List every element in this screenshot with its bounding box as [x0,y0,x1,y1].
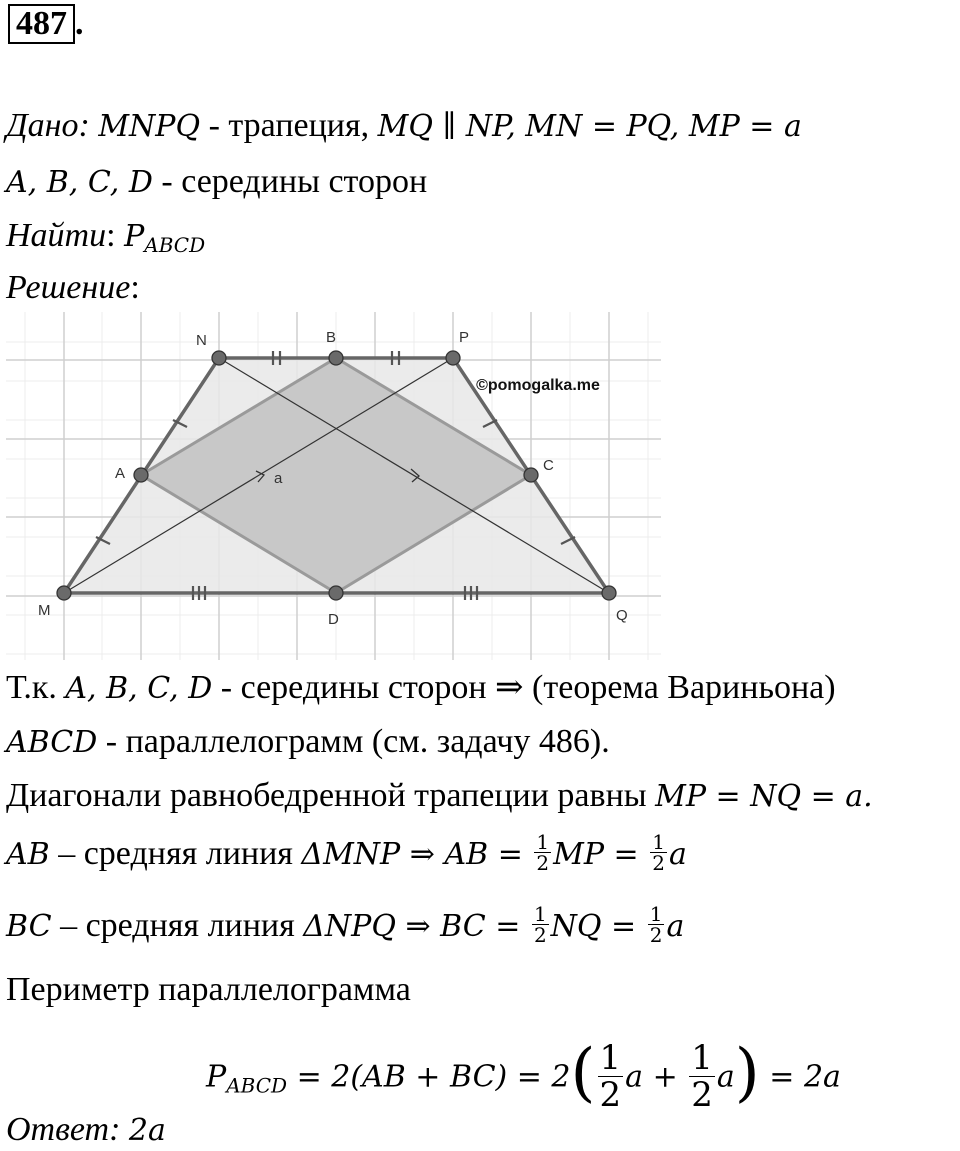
answer-label: Ответ: [6,1111,121,1148]
vertex-C [524,468,538,482]
problem-number [8,4,84,44]
trapezoid-figure [6,312,661,660]
fraction-one-half: $\frac{1}{2}$ [533,901,547,947]
problem-number-dot: . [75,5,84,42]
l4-tri: ΔMNP ⇒ AB = [301,837,533,872]
find-sub: ABCD [144,233,206,257]
vertex-Q [602,586,616,600]
vertex-M [57,586,71,600]
find-label: Найти [6,217,107,254]
l5-b: a [666,909,685,944]
perimeter-formula [206,1035,841,1115]
given-line-1 [6,106,802,147]
l5-math: BC [6,909,52,944]
l5-tri: ΔNPQ ⇒ BC = [303,909,530,944]
watermark: ©pomogalka.me [476,377,600,394]
l3-math: MP = NQ = a. [655,779,873,814]
answer-line [6,1110,166,1151]
find-P: P [124,219,145,254]
l5-mid: – средняя линия [51,907,304,944]
l2-math: ABCD [6,725,98,760]
l6-text: Периметр параллелограмма [6,971,411,1008]
l1-post: - середины сторон ⇒ (теорема Вариньона) [212,669,836,706]
find-colon: : [106,217,125,254]
solution-line-2 [6,722,610,763]
problem-number-box: 487 [8,4,75,44]
fraction-one-half: $\frac{1}{2}$ [652,829,665,875]
l4-mid: – средняя линия [49,835,302,872]
label-A: A [115,465,126,482]
fraction-one-half: $\frac{1}{2}$ [536,829,550,875]
left-paren: ( [570,1035,596,1110]
label-C: C [543,457,554,474]
given-figure: MNPQ [98,109,201,144]
formula-eq2: = 2a [759,1059,841,1095]
l4-a: MP = [553,837,649,872]
label-N: N [196,332,207,349]
l2-post: - параллелограмм (см. задачу 486). [97,723,610,760]
l3-pre: Диагонали равнобедренной трапеции равны [6,777,656,814]
label-B: B [326,329,337,346]
vertex-D [329,586,343,600]
formula-a2: a [716,1059,735,1095]
given-line-2 [6,162,427,203]
solution-line-4 [6,829,687,877]
answer-value: 2a [128,1113,166,1148]
solution-colon: : [130,269,140,306]
fraction-one-half: $\frac{1}{2}$ [599,1038,622,1115]
label-P: P [459,329,470,346]
given-conditions: MQ ∥ NP, MN = PQ, MP = a [377,109,802,144]
label-Q: Q [616,607,628,624]
given-dash-2: - середины сторон [152,163,428,200]
given-dash-1: - трапеция, [200,107,378,144]
vertex-P [446,351,460,365]
l5-a: NQ = [550,909,646,944]
fraction-one-half: $\frac{1}{2}$ [649,901,663,947]
formula-sub: ABCD [226,1073,288,1098]
given-midpoints: A, B, C, D [6,165,153,200]
solution-line [6,268,140,308]
formula-a1: a + [625,1059,688,1095]
given-label: Дано: [6,107,90,144]
label-D: D [328,611,339,628]
l1-math: A, B, C, D [65,671,213,706]
formula-eq1: = 2(AB + BC) = 2 [287,1059,571,1095]
solution-line-6 [6,970,411,1010]
fraction-one-half: $\frac{1}{2}$ [691,1038,713,1115]
vertex-A [134,468,148,482]
solution-line-1 [6,668,836,709]
vertex-N [212,351,226,365]
solution-label: Решение [6,269,131,306]
label-a: a [274,470,283,487]
l1-pre: Т.к. [6,669,66,706]
solution-line-5 [6,901,685,949]
right-paren: ) [734,1035,760,1110]
label-M: M [38,602,51,619]
find-line [6,216,205,265]
vertex-B [329,351,343,365]
solution-line-3 [6,776,873,817]
l4-b: a [668,837,687,872]
l4-math: AB [6,837,50,872]
formula-P: P [206,1059,227,1095]
